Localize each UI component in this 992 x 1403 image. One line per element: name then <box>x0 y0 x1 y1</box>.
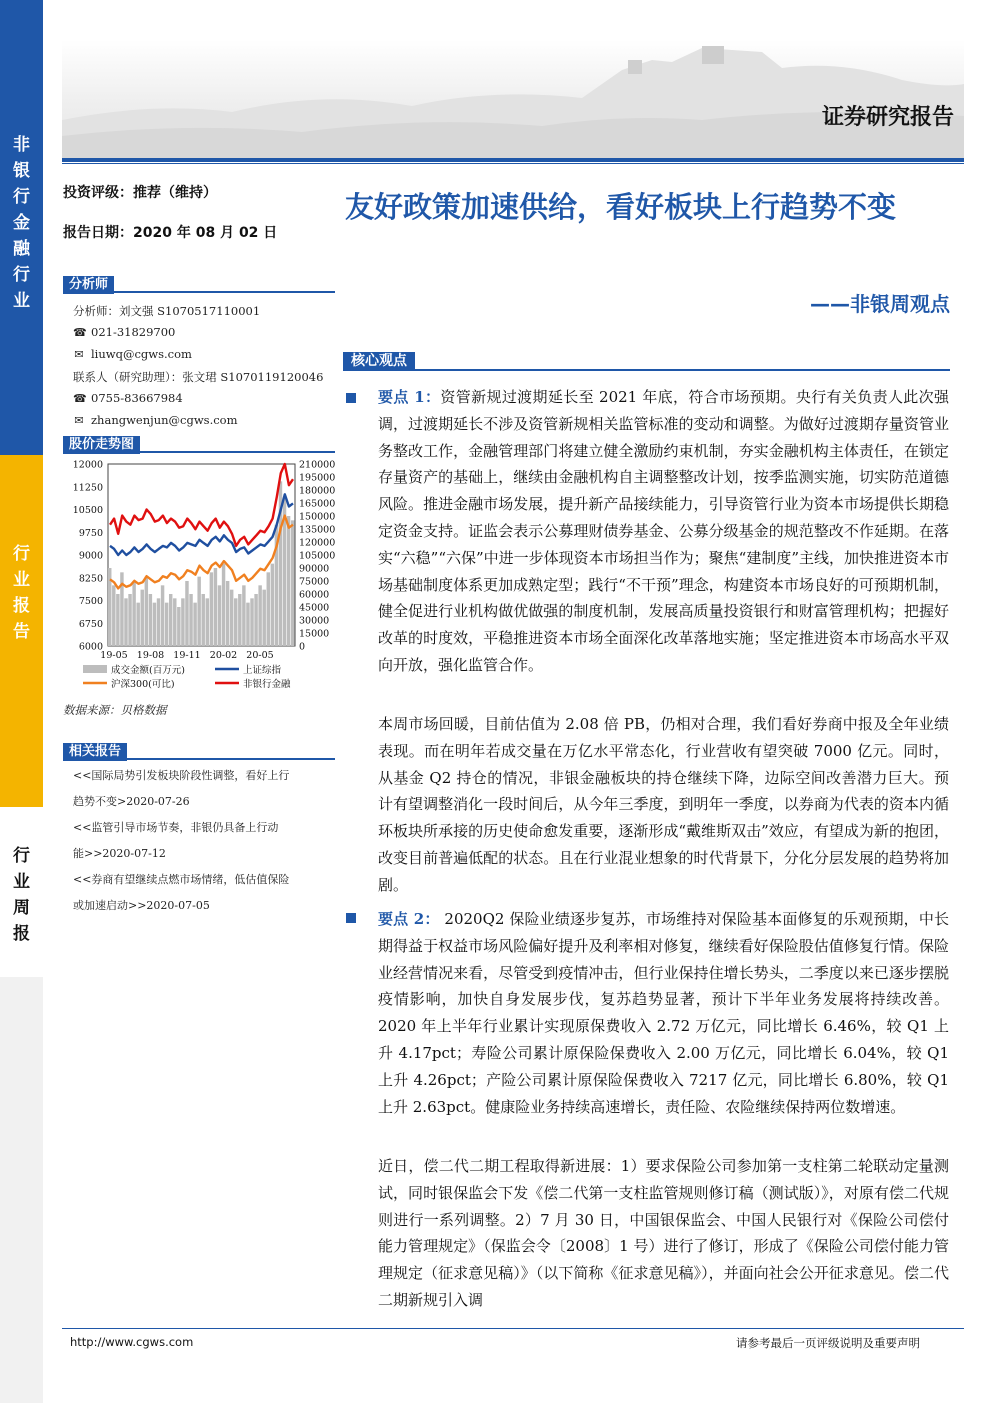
key-point-2 <box>378 906 949 1120</box>
volume-bar <box>153 603 156 646</box>
y-right-tick-label: 0 <box>299 641 306 653</box>
investment-rating: 投资评级：推荐（维持） <box>63 185 217 201</box>
market-paragraph: 本周市场回暖，目前估值为 2.08 倍 PB，仍相对合理，我们看好券商中报及全年业绩表现。而在明年若成交量在万亿水平常态化，行业营收有望突破 7000 亿元。同时，从基金 Q2 持仓的情况，非银金融板块的持仓继续下降，边际空间改善潜力巨大。预计有望调整消化一段时间后，从今年三季度，到明年一季度，以券商为代表的资本内循环板块所承接的历史使命愈发重要，逐渐形成“戴维斯双击”效应，有望成为新的抱团，改变目前普遍低配的状态。且在行业混业想象的时代背景下，分化分层发展的趋势将加剧。 <box>378 715 949 894</box>
sidebar-char: 行 <box>13 846 30 866</box>
y-left-tick-label: 8250 <box>78 573 103 585</box>
volume-bar <box>177 607 180 646</box>
y-right-tick-label: 45000 <box>299 602 330 614</box>
key-point-2-text: 2020Q2 保险业绩逐步复苏，市场维持对保险基本面修复的乐观预期，中长期得益于权益市场风险偏好提升及利率相对修复，继续看好保险股估值修复行情。保险业经营情况来看，尽管受到疫情冲击，但行业保持住增长势头，二季度以来已逐步摆脱疫情影响，加快自身发展步伐，复苏趋势显著，预计下半年业务发展将持续改善。2020 年上半年行业累计实现原保费收入 2.72 万亿元，同比增长 6.46%，较 Q1 上升 4.17pct；寿险公司累计原保险保费收入 2.00 万亿元，同比增长 6.04%，较 Q1 上升 4.26pct；产险公司累计原保险保费收入 7217 亿元，同比增长 6.80%，较 Q1 上升 2.63pct。健康险业务持续高速增长，责任险、农险继续保持两位数增速。 <box>378 910 949 1116</box>
sidebar-category-nonbank <box>0 0 43 455</box>
sidebar-char: 业 <box>13 872 30 892</box>
volume-bar <box>169 594 172 646</box>
volume-bar <box>226 581 229 646</box>
report-subtitle: ——非银周观点 <box>810 292 950 316</box>
y-right-tick-label: 195000 <box>299 472 336 484</box>
volume-bar <box>267 572 270 646</box>
sidebar-char: 银 <box>13 161 30 181</box>
envelope-icon: ✉ <box>74 413 84 427</box>
volume-bar <box>234 598 237 646</box>
y-left-tick-label: 6000 <box>78 641 103 653</box>
legend-swatch <box>83 665 107 673</box>
sidebar-category-weekly <box>0 807 43 977</box>
y-right-tick-label: 180000 <box>299 485 336 497</box>
related-report-3[interactable]: <<券商有望继续点燃市场情绪，低估值保险 <box>73 873 290 886</box>
volume-bar <box>242 585 245 646</box>
legend-label: 沪深300(可比) <box>111 679 175 690</box>
y-left-tick-label: 9000 <box>78 550 103 562</box>
volume-bar <box>132 581 135 646</box>
phone-icon: ☎ <box>73 325 87 339</box>
chart-section-header <box>63 433 335 453</box>
analyst-section-label: 分析师 <box>63 276 114 294</box>
y-right-tick-label: 165000 <box>299 498 336 510</box>
contact-email[interactable]: zhangwenjun@cgws.com <box>91 413 238 427</box>
footer-disclaimer: 请参考最后一页评级说明及重要声明 <box>736 1336 920 1350</box>
footer-divider <box>62 1328 964 1329</box>
report-date: 报告日期：2020 年 08 月 02 日 <box>63 225 278 241</box>
volume-bar <box>218 585 221 646</box>
volume-bar <box>287 516 290 646</box>
sidebar-char: 报 <box>13 924 30 944</box>
sidebar-char: 告 <box>13 622 30 642</box>
legend-label: 上证综指 <box>243 665 282 676</box>
related-report-3-date[interactable]: 或加速启动>>2020-07-05 <box>73 899 210 912</box>
related-report-1[interactable]: <<国际局势引发板块阶段性调整，看好上行 <box>73 769 290 782</box>
bullet-icon <box>346 913 356 923</box>
y-right-tick-label: 150000 <box>299 511 336 523</box>
volume-bar <box>262 590 265 646</box>
volume-bar <box>206 598 209 646</box>
volume-bar <box>189 594 192 646</box>
core-views-label: 核心观点 <box>343 352 415 371</box>
stock-price-chart <box>63 456 343 701</box>
x-tick-label: 20-02 <box>209 650 238 661</box>
volume-bar <box>214 568 217 646</box>
volume-bar <box>250 598 253 646</box>
contact-email-row <box>73 413 238 427</box>
related-report-1-date[interactable]: 趋势不变>2020-07-26 <box>73 795 190 808</box>
volume-bar <box>197 577 200 646</box>
analyst-section-header <box>63 273 335 293</box>
bullet-icon <box>346 393 356 403</box>
volume-bar <box>128 594 131 646</box>
volume-bar <box>254 594 257 646</box>
y-right-tick-label: 120000 <box>299 537 336 549</box>
sidebar-char: 业 <box>13 291 30 311</box>
related-report-2[interactable]: <<监管引导市场节奏，非银仍具备上行动 <box>73 821 279 834</box>
key-point-2-label: 要点 2： <box>378 910 440 928</box>
analyst-email-row <box>73 347 192 361</box>
related-reports-label: 相关报告 <box>63 743 127 761</box>
envelope-icon: ✉ <box>74 347 84 361</box>
volume-bar <box>149 594 152 646</box>
x-tick-label: 19-08 <box>136 650 165 661</box>
volume-bar <box>112 585 115 646</box>
volume-bar <box>222 564 225 646</box>
core-views-header <box>343 350 950 371</box>
related-report-2-date[interactable]: 能>>2020-07-12 <box>73 847 166 860</box>
footer-url[interactable]: http://www.cgws.com <box>70 1335 194 1349</box>
phone-icon: ☎ <box>73 391 87 405</box>
volume-bar <box>173 598 176 646</box>
y-left-tick-label: 11250 <box>72 482 103 494</box>
volume-bar <box>185 581 188 646</box>
contact-phone: 0755-83667984 <box>91 391 183 405</box>
x-tick-label: 20-05 <box>246 650 274 661</box>
sidebar-char: 报 <box>13 596 30 616</box>
volume-bar <box>136 603 139 646</box>
y-right-tick-label: 75000 <box>299 576 330 588</box>
y-left-tick-label: 6750 <box>78 618 103 630</box>
key-point-1-text: 资管新规过渡期延长至 2021 年底，符合市场预期。央行有关负责人此次强调，过渡期延长不涉及资管新规相关监管标准的变动和调整。为做好过渡期存量资管业务整改工作，金融管理部门将建立健全激励约束机制，夯实金融机构主体责任，在锁定存量资产的基础上，继续由金融机构自主调整整改计划，按季监测实施，切实防范道德风险。推进金融市场发展，提升新产品接续能力，引导资管行业为资本市场提供长期稳定资金支持。证监会表示公募理财债券基金、公募分级基金的规范整改不作延期。在落实“六稳”“六保”中进一步体现资本市场担当作为；聚焦“建制度”主线，加快推进资本市场基础制度体系更加成熟定型；践行“不干预”理念，构建资本市场良好的可预期机制，健全促进行业机构做优做强的制度机制，发展高质量投资银行和财富管理机构；把握好改革的时度效，平稳推进资本市场全面深化改革落地实施；坚定推进资本市场高水平双向开放，强化监管合作。 <box>378 388 950 674</box>
sidebar-char: 非 <box>13 135 30 155</box>
volume-bar <box>210 572 213 646</box>
sidebar-char: 行 <box>13 187 30 207</box>
analyst-name: 分析师：刘文强 S1070517110001 <box>73 304 261 318</box>
volume-bar <box>271 564 274 646</box>
volume-bar <box>157 598 160 646</box>
key-point-1 <box>378 384 949 679</box>
legend-label: 非银行金融 <box>243 679 291 690</box>
y-right-tick-label: 90000 <box>299 563 330 575</box>
volume-bar <box>202 594 205 646</box>
sidebar-category-industry-report <box>0 455 43 807</box>
volume-bar <box>291 520 294 646</box>
volume-bar <box>116 594 119 646</box>
volume-bar <box>246 603 249 646</box>
volume-bar <box>124 598 127 646</box>
volume-bar <box>141 590 144 646</box>
series-line <box>110 464 293 546</box>
y-right-tick-label: 30000 <box>299 615 330 627</box>
sidebar-char: 行 <box>13 544 30 564</box>
y-right-tick-label: 15000 <box>299 628 330 640</box>
volume-bar <box>181 598 184 646</box>
x-tick-label: 19-11 <box>173 650 201 661</box>
header-great-wall-image <box>62 40 964 158</box>
analyst-phone: 021-31829700 <box>91 325 176 339</box>
y-left-tick-label: 7500 <box>78 596 103 607</box>
related-reports-header <box>63 740 335 760</box>
y-right-tick-label: 105000 <box>299 550 336 562</box>
volume-bar <box>165 603 168 646</box>
volume-bar <box>258 585 261 646</box>
y-right-tick-label: 210000 <box>299 459 336 471</box>
contact-person: 联系人（研究助理）：张文珺 S1070119120046 <box>73 370 324 384</box>
header-divider-thin <box>62 163 964 164</box>
header-divider <box>62 158 964 162</box>
solvency-paragraph: 近日，偿二代二期工程取得新进展：1）要求保险公司参加第一支柱第二轮联动定量测试，同时银保监会下发《偿二代第一支柱监管规则修订稿（测试版）》，对原有偿二代规则进行一系列调整。2）7 月 30 日，中国银保监会、中国人民银行对《保险公司偿付能力管理规定》（保监会令〔2008〕1 号）进行了修订，形成了《保险公司偿付能力管理规定（征求意见稿）》（以下简称《征求意见稿》），并面向社会公开征求意见。偿二代二期新规引入调 <box>378 1157 949 1309</box>
sidebar-char: 金 <box>13 213 30 233</box>
sidebar-char: 业 <box>13 570 30 590</box>
y-right-tick-label: 60000 <box>299 589 330 601</box>
legend-label: 成交金额(百万元) <box>111 665 185 676</box>
y-right-tick-label: 135000 <box>299 524 336 536</box>
chart-section-label: 股价走势图 <box>63 436 140 454</box>
report-title: 友好政策加速供给，看好板块上行趋势不变 <box>345 190 897 224</box>
data-source: 数据来源：贝格数据 <box>63 703 167 717</box>
volume-bar <box>230 590 233 646</box>
sidebar-char: 融 <box>13 239 30 259</box>
x-tick-label: 19-05 <box>100 650 128 661</box>
volume-bar <box>145 577 148 646</box>
contact-phone-row <box>73 391 183 405</box>
volume-bar <box>238 594 241 646</box>
report-type-label: 证券研究报告 <box>821 105 954 130</box>
analyst-phone-row <box>73 325 175 339</box>
volume-bar <box>193 603 196 646</box>
key-point-1-label: 要点 1： <box>378 388 441 406</box>
y-left-tick-label: 9750 <box>78 527 103 539</box>
volume-bar <box>161 585 164 646</box>
y-left-tick-label: 12000 <box>72 459 103 471</box>
sidebar-char: 行 <box>13 265 30 285</box>
y-left-tick-label: 10500 <box>72 505 103 516</box>
analyst-email[interactable]: liuwq@cgws.com <box>91 347 192 361</box>
sidebar-char: 周 <box>13 898 30 918</box>
